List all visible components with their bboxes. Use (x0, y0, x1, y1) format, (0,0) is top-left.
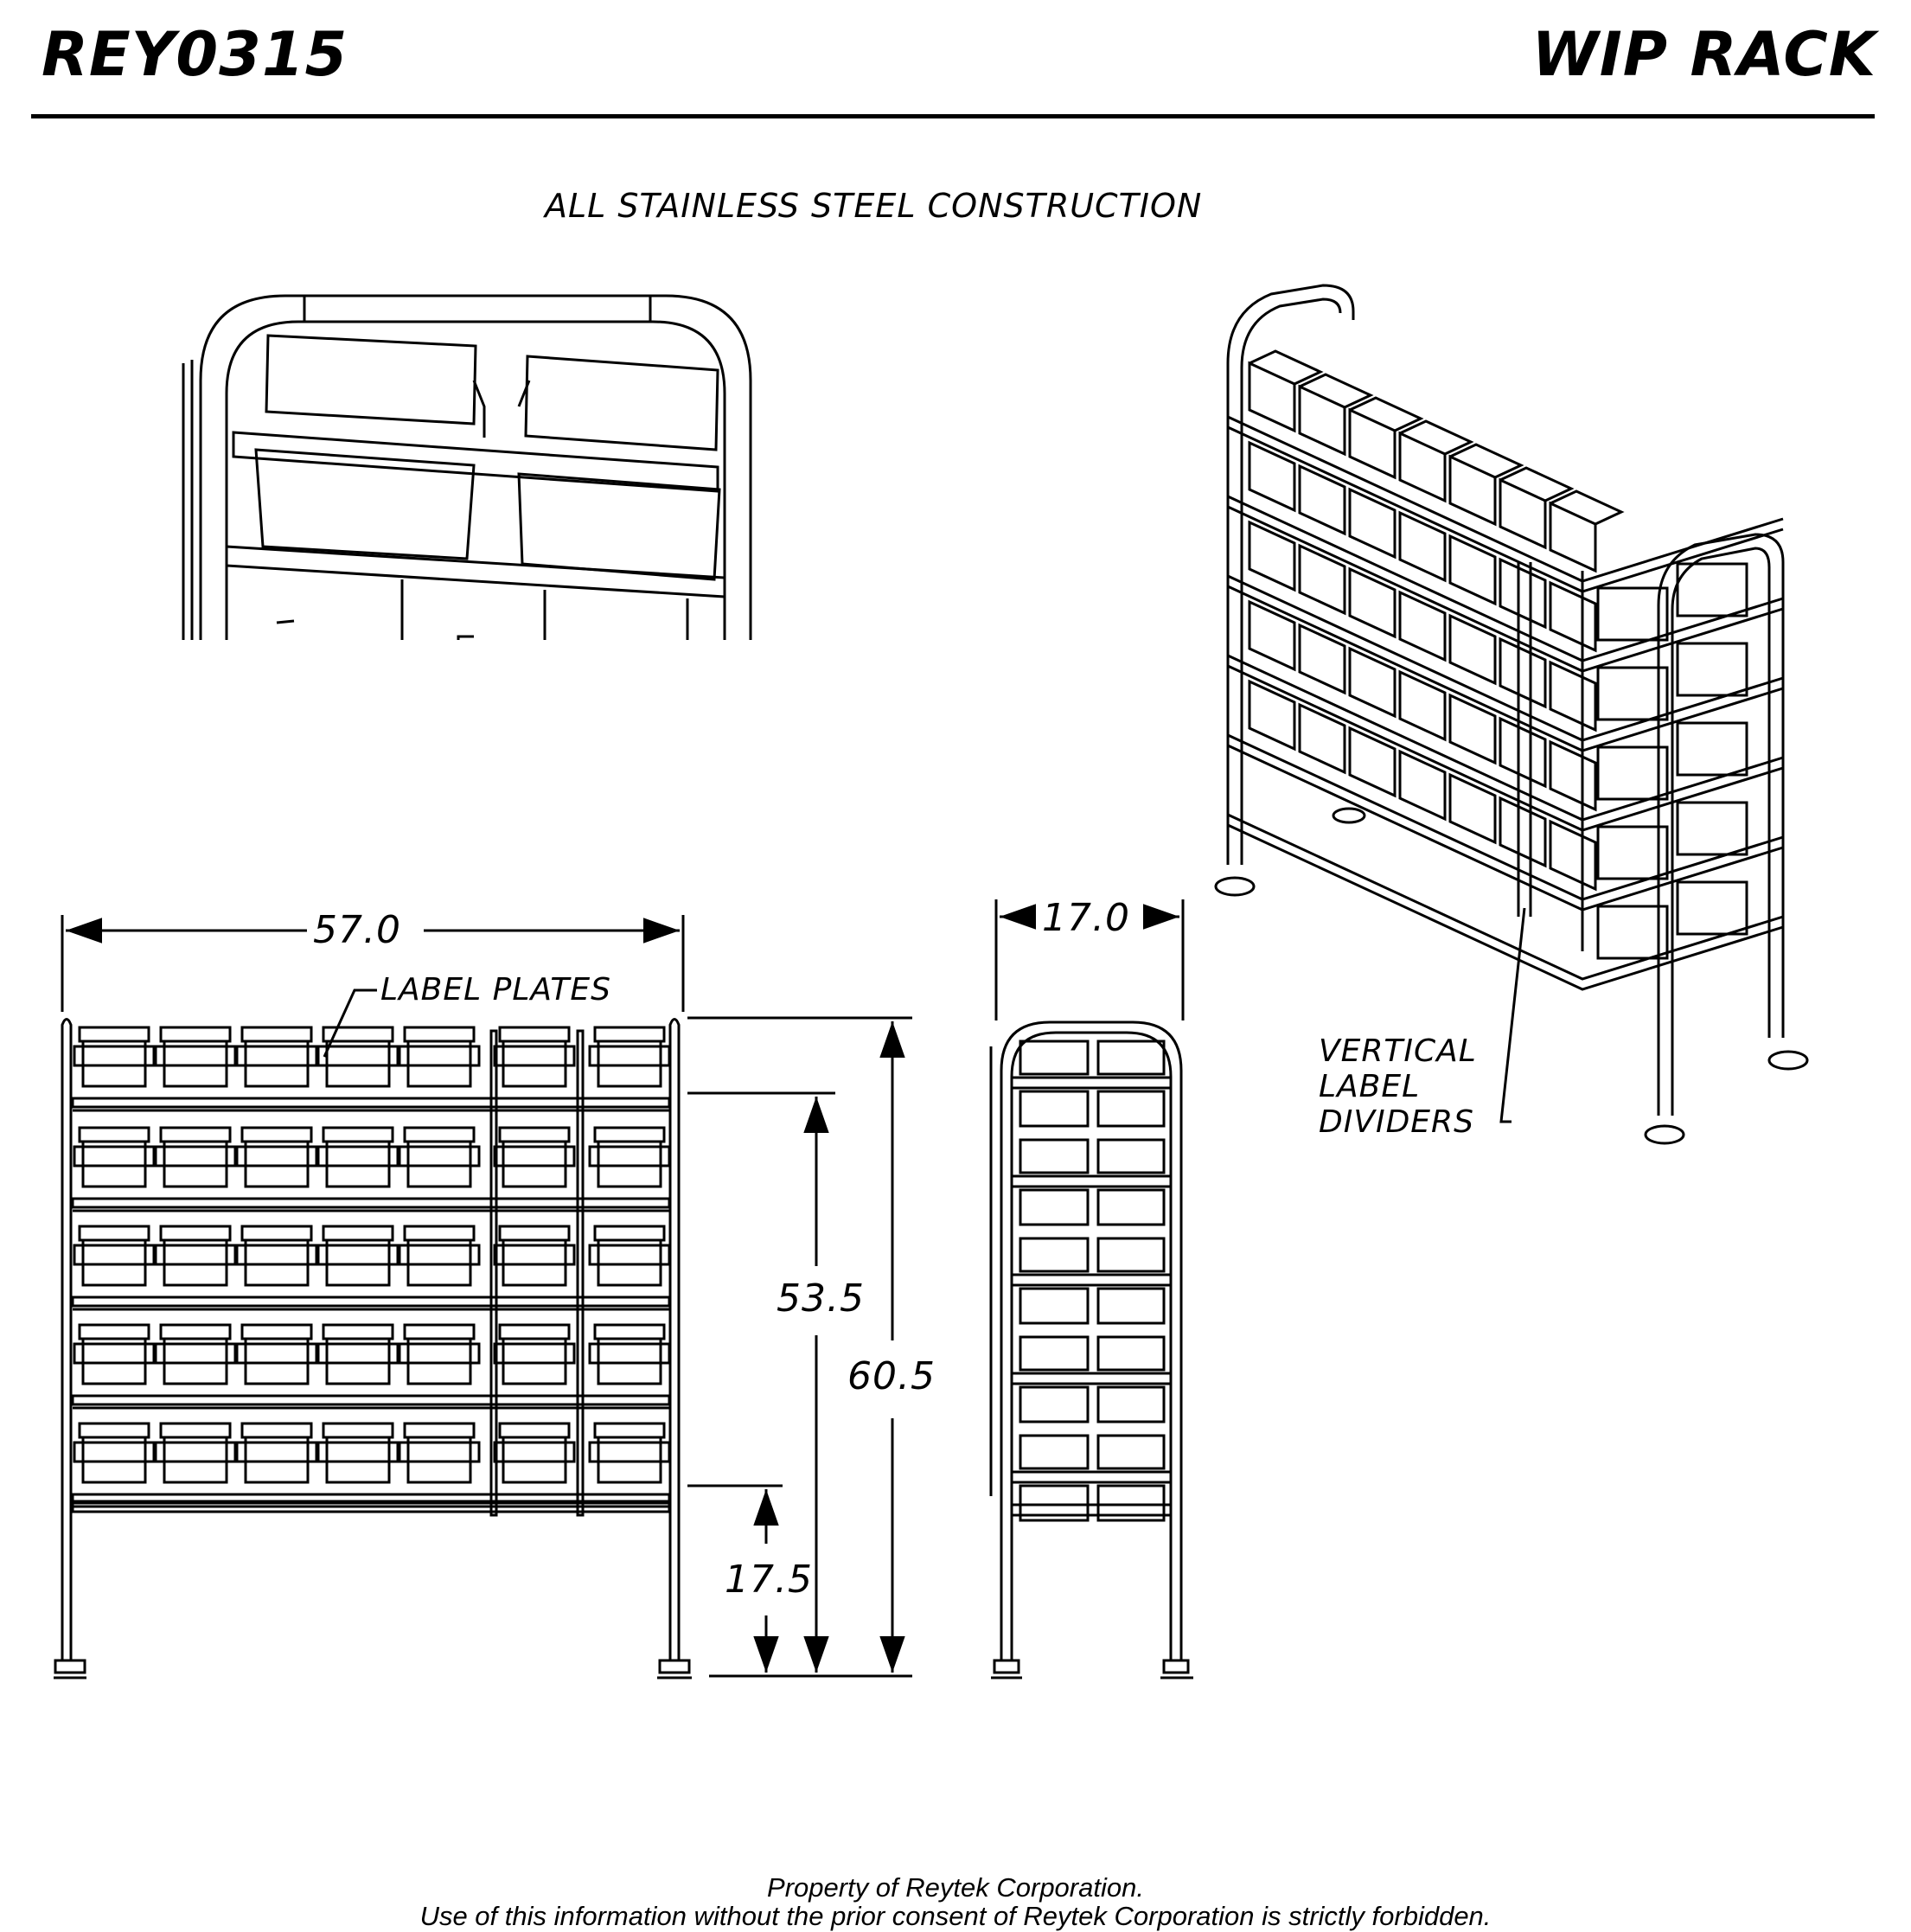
bin-body (408, 1339, 470, 1384)
side-bin-upper (1020, 1041, 1088, 1074)
bin-lip (318, 1344, 398, 1363)
side-bin-upper (1098, 1238, 1164, 1271)
bin-body (503, 1339, 566, 1384)
side-bin-lower (1098, 1289, 1164, 1323)
bin-lid (500, 1027, 569, 1041)
label-plates-callout: LABEL PLATES (380, 972, 611, 1008)
bin-body (598, 1240, 661, 1285)
iso-bin (1450, 775, 1495, 842)
side-bin-upper (1098, 1337, 1164, 1370)
iso-foot (1333, 809, 1365, 822)
bin-lid (323, 1325, 393, 1339)
iso-bin (1400, 752, 1445, 819)
side-bin-upper (1020, 1238, 1088, 1271)
iso-bin (1550, 503, 1595, 571)
bin-lip (74, 1443, 154, 1462)
bin-body (327, 1041, 389, 1086)
bin-body (164, 1041, 227, 1086)
iso-bin (1500, 480, 1545, 547)
bin-body (408, 1142, 470, 1187)
bin-body (327, 1437, 389, 1482)
bin-body (164, 1339, 227, 1384)
iso-shelf-rail (1228, 586, 1783, 751)
bin-lip (156, 1344, 235, 1363)
bin-lip (156, 1443, 235, 1462)
shelf-rail (73, 1297, 669, 1306)
bin-lid (323, 1128, 393, 1142)
part-number: REY0315 (42, 19, 348, 90)
iso-side-bin (1678, 564, 1747, 616)
iso-bin (1400, 433, 1445, 501)
bin-lid (161, 1128, 230, 1142)
side-bin-upper (1098, 1041, 1164, 1074)
side-bin-upper (1020, 1436, 1088, 1468)
side-bottom-rail (1012, 1505, 1171, 1515)
dimension-width: 57.0 (313, 908, 401, 952)
side-bin-upper (1020, 1337, 1088, 1370)
iso-side-bin (1678, 723, 1747, 775)
vertical-dividers-line-2: LABEL (1319, 1069, 1421, 1104)
bin-lip (74, 1245, 154, 1264)
bin-lid (161, 1423, 230, 1437)
iso-bin (1450, 616, 1495, 683)
bin-lip (156, 1147, 235, 1166)
iso-bin (1250, 363, 1294, 431)
leveling-foot (1164, 1660, 1188, 1673)
bin-lip (399, 1443, 479, 1462)
bin-body (246, 1240, 308, 1285)
iso-bin (1400, 513, 1445, 580)
iso-side-bin (1598, 827, 1667, 879)
bin-lip (590, 1344, 669, 1363)
iso-bin (1250, 522, 1294, 590)
bin-lip (156, 1046, 235, 1065)
iso-bin (1450, 695, 1495, 763)
side-bin-lower (1020, 1289, 1088, 1323)
bin-lip (74, 1147, 154, 1166)
bin-lid (405, 1128, 474, 1142)
iso-bin (1350, 649, 1395, 716)
iso-bin (1500, 560, 1545, 627)
iso-bin (1350, 569, 1395, 637)
bin-lid (595, 1226, 664, 1240)
bin-lip (590, 1147, 669, 1166)
leveling-foot (994, 1660, 1019, 1673)
front-post (62, 1020, 71, 1661)
shelf-rail (73, 1396, 669, 1404)
iso-bin (1400, 592, 1445, 660)
iso-bin (1350, 489, 1395, 557)
bin-lid (500, 1325, 569, 1339)
footer-line-2: Use of this information without the prior consent of Reytek Corporation is strictly forbidden. (419, 1901, 1492, 1931)
iso-bin (1350, 728, 1395, 796)
bin-lip (495, 1344, 574, 1363)
bin-lid (161, 1325, 230, 1339)
bin-body (503, 1437, 566, 1482)
side-bin-lower (1098, 1091, 1164, 1126)
iso-bin (1350, 410, 1395, 477)
iso-shelf-rail (1228, 825, 1783, 989)
iso-side-bin (1678, 803, 1747, 854)
detail-view (183, 296, 751, 640)
bin-lip (318, 1443, 398, 1462)
construction-note: ALL STAINLESS STEEL CONSTRUCTION (545, 187, 1203, 225)
bin-body (246, 1041, 308, 1086)
footer-line-1: Property of Reytek Corporation. (767, 1872, 1144, 1903)
iso-bin (1500, 798, 1545, 866)
leveling-foot (660, 1660, 689, 1673)
bin-lip (318, 1147, 398, 1166)
iso-side-bin (1678, 643, 1747, 695)
side-bin-lower (1020, 1091, 1088, 1126)
bin-body (164, 1142, 227, 1187)
shelf-rail (73, 1098, 669, 1107)
bin-body (598, 1437, 661, 1482)
iso-bin (1550, 583, 1595, 650)
bin-body (83, 1041, 145, 1086)
bin-lid (500, 1226, 569, 1240)
bin-body (83, 1339, 145, 1384)
bin-lid (595, 1027, 664, 1041)
bin-body (408, 1240, 470, 1285)
bin-body (598, 1339, 661, 1384)
iso-bin (1300, 546, 1345, 613)
bin-lid (405, 1027, 474, 1041)
bin-lid (161, 1226, 230, 1240)
iso-bin (1250, 681, 1294, 749)
bin-lip (495, 1443, 574, 1462)
bin-lid (80, 1027, 149, 1041)
bin-body (503, 1041, 566, 1086)
iso-side-bin (1678, 882, 1747, 934)
bin-lip (399, 1245, 479, 1264)
iso-post-back-left (1228, 285, 1353, 865)
side-bin-lower (1098, 1387, 1164, 1422)
front-elevation (54, 1020, 692, 1679)
bin-lid (242, 1128, 311, 1142)
bin-lip (237, 1046, 316, 1065)
bin-lip (590, 1046, 669, 1065)
dimension-overall-height: 60.5 (847, 1354, 936, 1398)
bin-lid (80, 1226, 149, 1240)
bin-body (408, 1437, 470, 1482)
bin-lip (237, 1443, 316, 1462)
dimension-shelf-span: 53.5 (777, 1276, 865, 1321)
side-bin-upper (1098, 1140, 1164, 1173)
front-post (670, 1020, 679, 1661)
iso-foot (1216, 878, 1254, 895)
bin-lid (405, 1325, 474, 1339)
iso-shelf-rail (1228, 507, 1783, 671)
iso-bin (1450, 457, 1495, 524)
iso-bin (1250, 602, 1294, 669)
bin-lip (590, 1443, 669, 1462)
bin-lid (595, 1325, 664, 1339)
bin-body (246, 1339, 308, 1384)
side-bin-lower (1098, 1190, 1164, 1225)
iso-bin (1250, 443, 1294, 510)
bin-lid (80, 1423, 149, 1437)
bin-lid (500, 1423, 569, 1437)
side-bin-lower (1020, 1190, 1088, 1225)
bin-lid (242, 1027, 311, 1041)
iso-foot (1646, 1126, 1684, 1143)
iso-shelf-rail (1228, 666, 1783, 830)
iso-side-bin (1598, 906, 1667, 958)
side-bin-lower (1020, 1387, 1088, 1422)
iso-bin (1300, 705, 1345, 772)
bin-body (327, 1339, 389, 1384)
bin-lid (500, 1128, 569, 1142)
bin-lip (495, 1046, 574, 1065)
iso-bin (1500, 639, 1545, 707)
bin-body (327, 1142, 389, 1187)
bin-body (598, 1041, 661, 1086)
bin-lip (399, 1147, 479, 1166)
bin-lid (405, 1423, 474, 1437)
bin-lid (80, 1128, 149, 1142)
bin-body (598, 1142, 661, 1187)
bin-lip (495, 1245, 574, 1264)
vertical-dividers-callout (1319, 1033, 1477, 1140)
side-elevation (991, 1022, 1193, 1678)
bin-lip (495, 1147, 574, 1166)
iso-post-front-right-inner (1672, 548, 1769, 1116)
vertical-dividers-line-3: DIVIDERS (1319, 1104, 1474, 1140)
iso-bin (1550, 742, 1595, 809)
dimension-bottom-shelf: 17.5 (725, 1558, 813, 1602)
iso-shelf-rail (1228, 745, 1783, 910)
iso-side-bin (1598, 588, 1667, 640)
side-bin-upper (1098, 1436, 1164, 1468)
iso-bin (1500, 719, 1545, 786)
iso-side-bin (1598, 747, 1667, 799)
side-bin-upper (1020, 1140, 1088, 1173)
bin-body (246, 1142, 308, 1187)
shelf-rail (73, 1199, 669, 1207)
iso-shelf-rail (1228, 427, 1783, 592)
bin-body (246, 1437, 308, 1482)
leveling-foot (55, 1660, 85, 1673)
iso-bin (1550, 822, 1595, 889)
iso-bin (1450, 536, 1495, 604)
bin-lip (74, 1344, 154, 1363)
iso-foot (1769, 1052, 1807, 1069)
bin-lip (590, 1245, 669, 1264)
bin-lid (242, 1423, 311, 1437)
bin-lip (237, 1344, 316, 1363)
vertical-dividers-line-1: VERTICAL (1319, 1033, 1477, 1069)
bin-lid (323, 1226, 393, 1240)
isometric-view (1216, 285, 1807, 1143)
iso-bin (1400, 672, 1445, 739)
product-name: WIP RACK (1531, 19, 1876, 90)
bin-lip (156, 1245, 235, 1264)
iso-bin (1550, 662, 1595, 730)
bin-lip (318, 1245, 398, 1264)
bin-body (83, 1437, 145, 1482)
bin-body (164, 1437, 227, 1482)
iso-bin (1300, 387, 1345, 454)
bin-lip (237, 1147, 316, 1166)
bin-lid (80, 1325, 149, 1339)
bin-body (164, 1240, 227, 1285)
iso-bin (1300, 625, 1345, 693)
bin-body (327, 1240, 389, 1285)
bin-body (503, 1142, 566, 1187)
vertical-divider (578, 1031, 583, 1515)
dimension-depth: 17.0 (1042, 896, 1130, 940)
iso-side-bin (1598, 668, 1667, 720)
bin-lid (161, 1027, 230, 1041)
bin-lid (405, 1226, 474, 1240)
bin-lid (595, 1128, 664, 1142)
bin-body (408, 1041, 470, 1086)
iso-bin (1300, 466, 1345, 534)
bin-lip (399, 1344, 479, 1363)
bin-lid (242, 1325, 311, 1339)
bin-lid (595, 1423, 664, 1437)
bin-lip (399, 1046, 479, 1065)
bin-lip (74, 1046, 154, 1065)
bin-body (503, 1240, 566, 1285)
bin-body (83, 1240, 145, 1285)
bin-body (83, 1142, 145, 1187)
bin-lid (323, 1423, 393, 1437)
bin-lip (318, 1046, 398, 1065)
side-frame-outer (1001, 1022, 1181, 1660)
bin-lip (237, 1245, 316, 1264)
bin-lid (242, 1226, 311, 1240)
